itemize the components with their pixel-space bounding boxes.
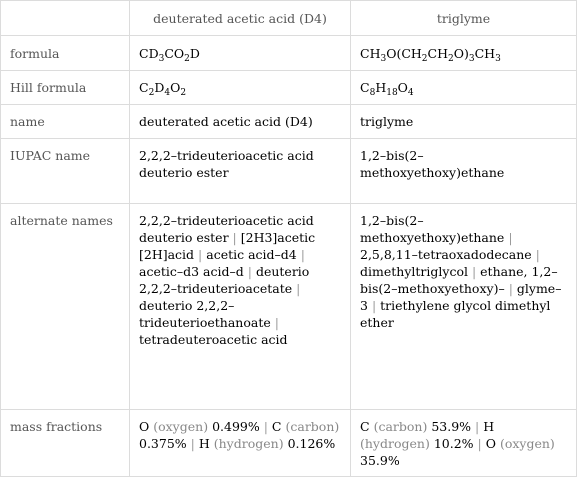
formula-a-part: CO [164,45,185,61]
header-compound-b: triglyme [351,1,577,36]
mass-value: 0.126% [287,436,336,451]
row-label-hill-formula: Hill formula [1,71,130,105]
mass-value: 53.9% [431,419,472,434]
alt-separator: | [300,247,305,262]
mass-element-name: (carbon) [285,419,340,434]
formula-a-sub: 3 [158,53,165,64]
hill-a-part: C [139,80,149,95]
header-row [1,1,577,36]
alt-name-b: 1,2–bis(2–methoxyethoxy)ethane [360,213,505,245]
mass-separator: | [263,419,268,434]
formula-b-part: O(CH [386,45,422,61]
alt-name-a: acetic–d3 acid–d [139,264,244,279]
alt-names-b-cell [351,204,577,410]
alt-separator: | [198,247,203,262]
iupac-name-row [1,139,577,204]
hill-a-part: D [154,80,165,95]
alt-name-a: 2,2,2–trideuterioacetic acid deuterio ester [139,213,314,245]
mass-b-cell [351,410,577,477]
mass-symbol: H [198,436,210,451]
hill-a-sub: 2 [148,88,155,98]
formula-b-sub: 3 [468,53,475,64]
alt-name-a: tetradeuteroacetic acid [139,332,288,347]
mass-value: 0.375% [139,436,187,451]
alt-name-a: acetic acid–d4 [206,247,297,262]
alt-separator: | [471,264,477,279]
hill-b-part: O [397,80,408,95]
hill-b-part: H [375,80,387,95]
row-label-alternate-names: alternate names [1,204,130,410]
mass-fractions-row [1,410,577,477]
mass-element-name: (hydrogen) [360,436,430,451]
alt-separator: | [371,298,377,313]
hill-formula-row [1,71,577,105]
mass-element-name: (carbon) [373,419,428,434]
alt-name-b: triethylene glycol dimethyl ether [360,298,551,330]
iupac-b-cell: 1,2–bis(2–methoxyethoxy)ethane [351,139,577,204]
alt-separator: | [274,315,279,330]
alt-name-a: deuterio 2,2,2–trideuterioethanoate [139,298,271,330]
mass-symbol: H [483,419,495,434]
alternate-names-row [1,204,577,410]
hill-a-sub: 4 [164,88,171,98]
alt-name-b: ethane, 1,2–bis(2–methoxyethoxy)– [360,264,558,296]
hill-b-cell [351,71,577,105]
alt-separator: | [247,264,252,279]
header-compound-a: deuterated acetic acid (D4) [130,1,351,36]
hill-b-sub: 8 [369,88,376,98]
formula-b-part: CH [427,45,448,61]
name-b-cell: triglyme [351,105,577,139]
hill-a-sub: 2 [180,88,187,98]
hill-a-part: O [170,80,181,95]
row-label-iupac-name: IUPAC name [1,139,130,204]
hill-a-cell [130,71,351,105]
formula-b-part: O) [453,45,469,61]
alt-separator: | [508,281,513,296]
hill-b-sub: 18 [386,88,398,98]
mass-separator: | [190,436,195,451]
mass-symbol: O [139,419,150,434]
alt-name-b: glyme–3 [360,281,562,313]
mass-value: 10.2% [433,436,474,451]
mass-element-name: (oxygen) [153,419,209,434]
formula-a-sub: 2 [184,53,190,64]
mass-element-name: (hydrogen) [213,436,284,451]
formula-b-part: CH [360,45,381,61]
alt-name-a: deuterio 2,2,2–trideuterioacetate [139,264,310,296]
formula-a-part: D [189,45,200,61]
formula-b-part: CH [474,45,496,61]
alt-separator: | [232,230,237,245]
header-empty-cell [1,1,130,36]
mass-value: 0.499% [212,419,260,434]
mass-symbol: C [271,419,282,434]
iupac-a-cell: 2,2,2–trideuterioacetic acid deuterio ester [130,139,351,204]
formula-b-sub: 2 [448,53,454,64]
formula-a-cell [130,36,351,71]
alt-name-a: [2H3]acetic [2H]acid [139,230,316,262]
name-a-cell: deuterated acetic acid (D4) [130,105,351,139]
alt-separator: | [535,247,540,262]
hill-b-sub: 4 [407,88,414,98]
name-row [1,105,577,139]
mass-symbol: O [485,436,496,451]
formula-b-sub: 2 [421,53,428,64]
formula-b-sub: 3 [495,53,501,64]
alt-separator: | [508,230,513,245]
mass-separator: | [477,436,482,451]
row-label-name: name [1,105,130,139]
row-label-mass-fractions: mass fractions [1,410,130,477]
formula-a-part: CD [139,45,159,61]
alt-names-a-cell [130,204,351,410]
mass-separator: | [475,419,480,434]
formula-b-sub: 3 [380,53,387,64]
row-label-formula: formula [1,36,130,71]
mass-symbol: C [360,419,370,434]
formula-row [1,36,577,71]
formula-b-cell [351,36,577,71]
hill-b-part: C [360,80,370,95]
alt-separator: | [296,281,301,296]
alt-name-b: 2,5,8,11–tetraoxadodecane [360,247,532,262]
mass-value: 35.9% [360,453,400,468]
alt-name-b: dimethyltriglycol [360,264,468,279]
mass-a-cell [130,410,351,477]
mass-element-name: (oxygen) [499,436,555,451]
